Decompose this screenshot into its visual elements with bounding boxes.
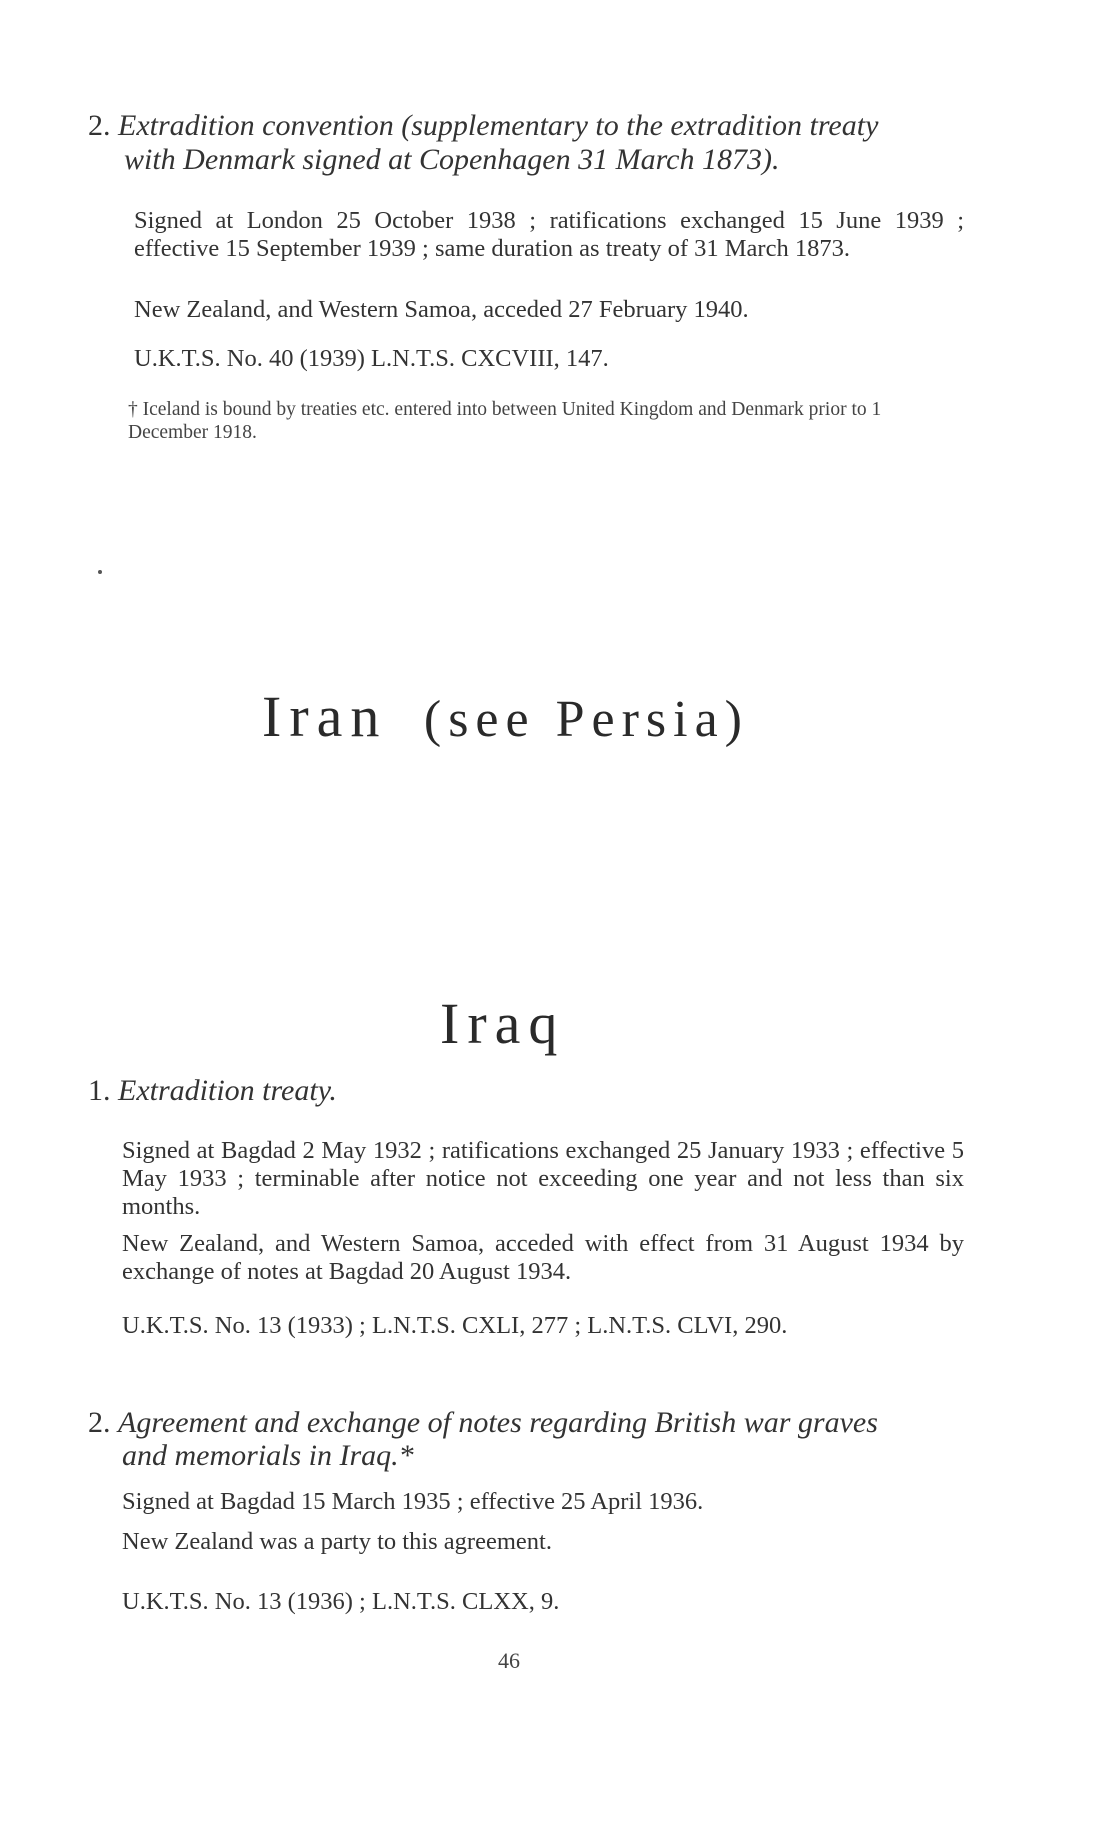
iraq-entry-1-accession: New Zealand, and Western Samoa, acceded with effect from 31 August 1934 by exchange of notes at Bagdad 20 August 1934. (122, 1230, 964, 1285)
section-heading-iran (262, 683, 749, 750)
stray-mark (98, 570, 102, 574)
section-heading-iraq: Iraq (440, 991, 566, 1056)
page-number: 46 (498, 1648, 520, 1673)
denmark-entry-2-details: Signed at London 25 October 1938 ; ratifications exchanged 15 June 1939 ; effective 15 September 1939 ; same duration as treaty of 31 March 1873. (134, 207, 964, 262)
denmark-entry-2-references: U.K.T.S. No. 40 (1939) L.N.T.S. CXCVIII, 147. (134, 345, 609, 372)
iraq-entry-1-references: U.K.T.S. No. 13 (1933) ; L.N.T.S. CXLI, 277 ; L.N.T.S. CLVI, 290. (122, 1312, 788, 1339)
entry-title: Extradition treaty. (118, 1074, 337, 1107)
entry-title-line2: with Denmark signed at Copenhagen 31 March 1873). (124, 143, 780, 176)
entry-title-line1: Extradition convention (supplementary to the extradition treaty (118, 109, 879, 142)
iraq-entry-2-title (88, 1405, 968, 1441)
iraq-entry-1-title (88, 1073, 968, 1109)
iraq-entry-1-details: Signed at Bagdad 2 May 1932 ; ratifications exchanged 25 January 1933 ; effective 5 May 1933 ; terminable after notice not exceeding one year and not less than six months. (122, 1137, 964, 1220)
entry-number: 1. (88, 1074, 111, 1107)
entry-number: 2. (88, 109, 111, 142)
denmark-entry-2-accession: New Zealand, and Western Samoa, acceded 27 February 1940. (134, 296, 749, 323)
heading-iran-note: (see Persia) (423, 691, 749, 748)
entry-title-line2: and memorials in Iraq.* (122, 1439, 414, 1472)
entry-number: 2. (88, 1406, 111, 1439)
denmark-entry-2-title-cont (124, 142, 964, 178)
iraq-entry-2-accession: New Zealand was a party to this agreement. (122, 1528, 552, 1555)
iraq-entry-2-details: Signed at Bagdad 15 March 1935 ; effective 25 April 1936. (122, 1488, 704, 1515)
iraq-entry-2-title-cont (122, 1438, 962, 1474)
entry-title-line1: Agreement and exchange of notes regarding British war graves (118, 1406, 878, 1439)
denmark-entry-2-title (88, 108, 968, 144)
iraq-entry-2-references: U.K.T.S. No. 13 (1936) ; L.N.T.S. CLXX, 9. (122, 1588, 560, 1615)
footnote-iceland: † Iceland is bound by treaties etc. entered into between United Kingdom and Denmark prior to 1 December 1918. (128, 399, 882, 443)
heading-iran-country: Iran (262, 684, 388, 749)
